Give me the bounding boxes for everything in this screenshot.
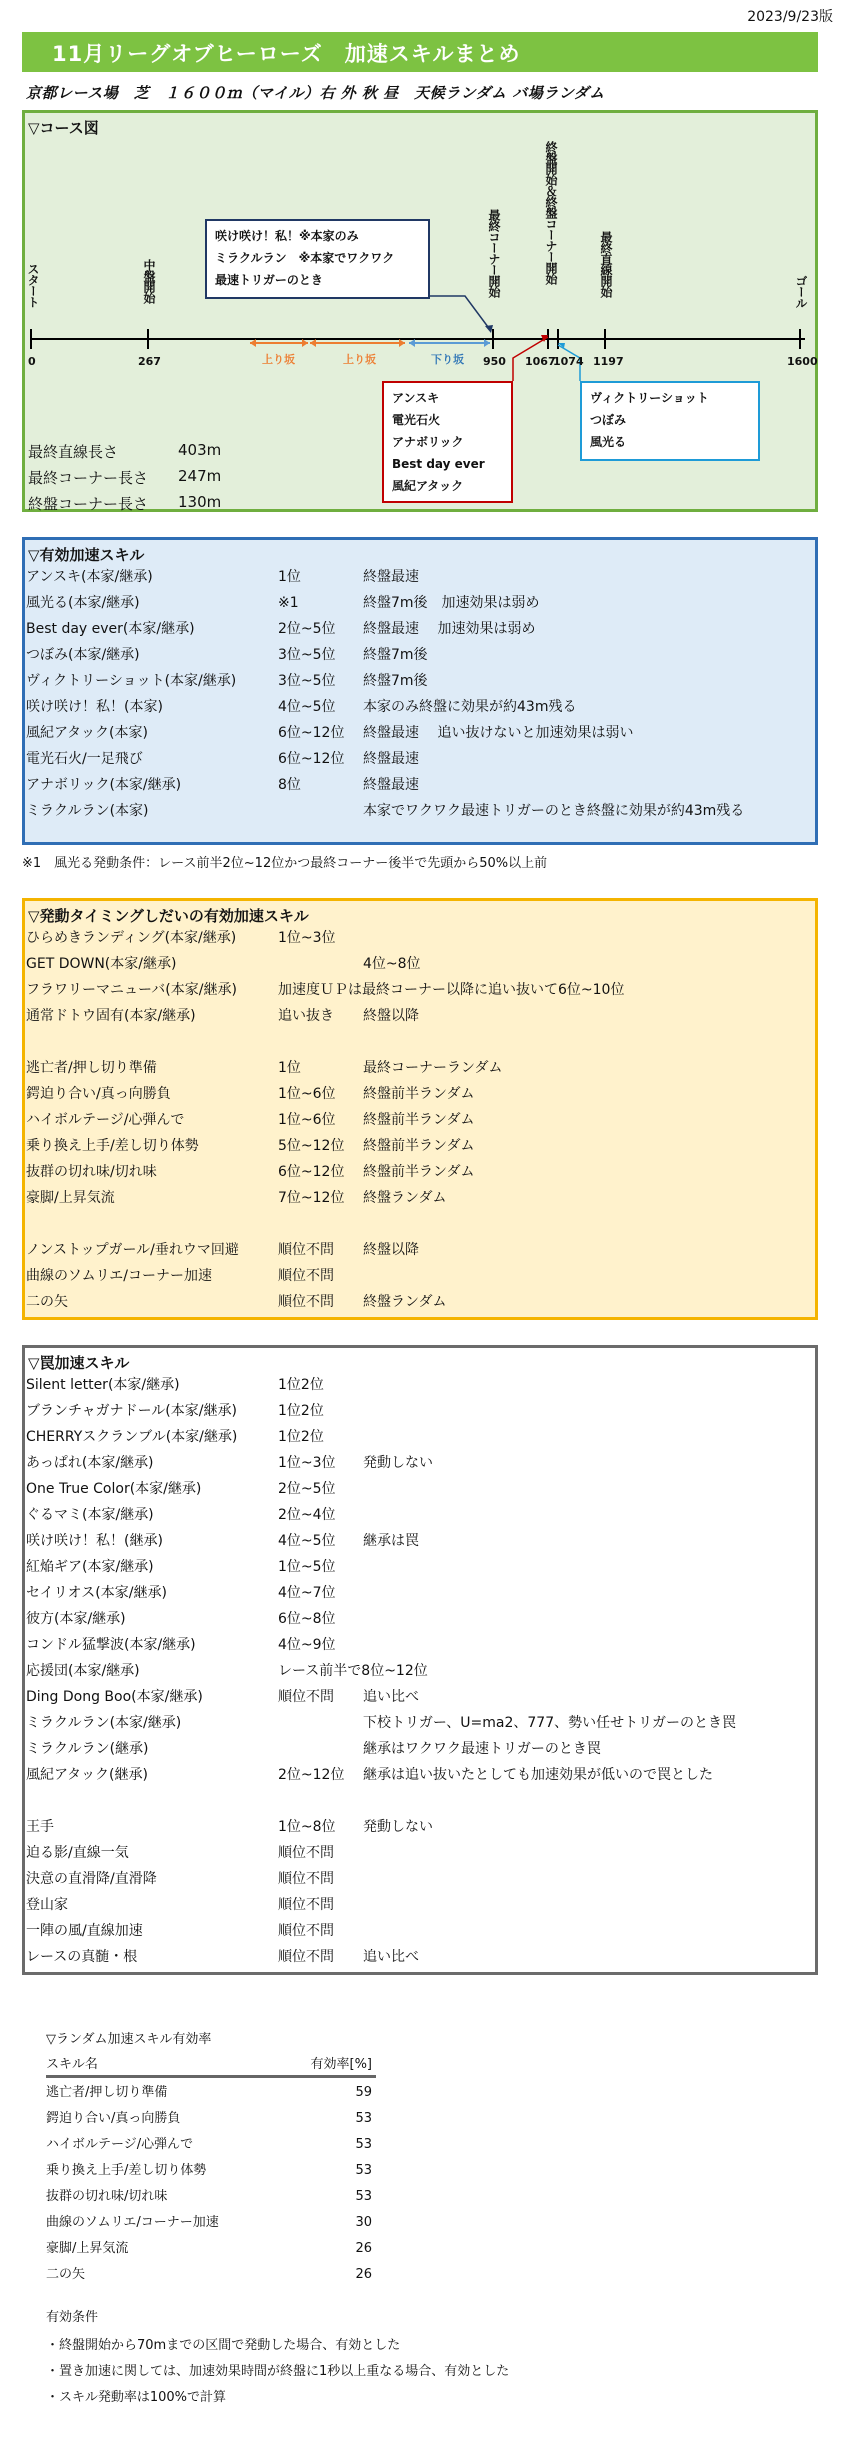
label-goal: ゴール xyxy=(794,275,808,308)
list-item xyxy=(25,1814,815,1840)
skill-name: Ding Dong Boo(本家/継承) xyxy=(26,1689,203,1705)
downhill-label: 下り坂 xyxy=(431,353,464,366)
skill-name: Silent letter(本家/継承) xyxy=(26,1377,180,1393)
skill-name: 抜群の切れ味/切れ味 xyxy=(26,1164,157,1180)
rank-condition: 4位~7位 xyxy=(278,1585,336,1601)
random-skill-table-panel xyxy=(22,2000,608,2420)
timing-panel-title: ▽発動タイミングしだいの有効加速スキル xyxy=(28,907,309,925)
rank-condition: 1位~3位 xyxy=(278,930,336,946)
skill-name: 咲け咲け！私！(継承) xyxy=(26,1533,163,1549)
tick-label: 950 xyxy=(483,355,506,368)
tick-label: 267 xyxy=(138,355,161,368)
timing-note: 本家でワクワク最速トリガーのとき終盤に効果が約43m残る xyxy=(363,803,745,819)
skill-name: 抜群の切れ味/切れ味 xyxy=(46,2189,168,2204)
skill-name: ハイボルテージ/心弾んで xyxy=(46,2137,194,2152)
list-item xyxy=(25,1944,815,1970)
timing-note: 発動しない xyxy=(363,1455,433,1471)
rank-condition: 2位~12位 xyxy=(278,1767,345,1783)
rank-condition: 追い抜き xyxy=(278,1008,334,1024)
rank-condition: 順位不問 xyxy=(278,1242,334,1258)
rank-condition: 1位~6位 xyxy=(278,1086,336,1102)
rank-condition: 順位不問 xyxy=(278,1268,334,1284)
course-diagram-panel xyxy=(22,110,818,512)
skill-name: フラワリーマニューバ(本家/継承) xyxy=(26,982,237,998)
column-rate: 有効率[%] xyxy=(310,2057,372,2072)
list-item xyxy=(25,668,815,694)
rank-condition: 6位~12位 xyxy=(278,1164,345,1180)
rank-condition: 2位~4位 xyxy=(278,1507,336,1523)
skill-name: 王手 xyxy=(26,1819,54,1835)
rank-condition: 6位~12位 xyxy=(278,751,345,767)
rank-condition: 7位~12位 xyxy=(278,1190,345,1206)
list-item xyxy=(25,1263,815,1289)
rank-condition: 4位~5位 xyxy=(278,699,336,715)
timing-note: 終盤最速 xyxy=(363,777,419,793)
skill-name: レースの真髄・根 xyxy=(26,1949,138,1965)
list-item xyxy=(25,1632,815,1658)
condition-line: ・終盤開始から70mまでの区間で発動した場合、有効とした xyxy=(46,2338,401,2353)
callout-line: ミラクルラン ※本家でワクワク xyxy=(215,251,395,265)
callout-line: ヴィクトリーショット xyxy=(590,391,709,405)
rank-condition: 1位~6位 xyxy=(278,1112,336,1128)
rank-condition: 順位不問 xyxy=(278,1294,334,1310)
skill-name: 逃亡者/押し切り準備 xyxy=(26,1060,157,1076)
timing-note: 終盤最速 追い抜けないと加速効果は弱い xyxy=(363,725,634,741)
effective-rate: 59 xyxy=(355,2085,372,2100)
label-final-phase-corner: 終盤開始＆終盤コーナー開始 xyxy=(544,141,558,284)
list-item xyxy=(25,1918,815,1944)
skill-name: ミラクルラン(継承) xyxy=(26,1741,149,1757)
list-item xyxy=(25,1892,815,1918)
skill-name: 鍔迫り合い/真っ向勝負 xyxy=(26,1086,171,1102)
list-item xyxy=(25,1185,815,1211)
skill-name: 紅焔ギア(本家/継承) xyxy=(26,1559,154,1575)
skill-name: 豪脚/上昇気流 xyxy=(46,2241,129,2256)
skill-name: 二の矢 xyxy=(26,1294,68,1310)
timing-note: 終盤前半ランダム xyxy=(363,1164,475,1180)
skill-name: 咲け咲け！私！(本家) xyxy=(26,699,163,715)
rank-condition: 1位~3位 xyxy=(278,1455,336,1471)
list-item xyxy=(25,1003,815,1029)
table-row xyxy=(46,2158,376,2184)
page-title: 11月リーグオブヒーローズ 加速スキルまとめ xyxy=(22,32,818,72)
effective-rate: 53 xyxy=(355,2137,372,2152)
list-item xyxy=(25,1554,815,1580)
stat-value: 403m xyxy=(178,441,222,459)
timing-note: 終盤最速 xyxy=(363,569,419,585)
list-item xyxy=(25,1606,815,1632)
callout-saku-miracle xyxy=(205,219,430,299)
callout-line: アンスキ xyxy=(392,391,440,405)
skill-name: セイリオス(本家/継承) xyxy=(26,1585,167,1601)
skill-name: 逃亡者/押し切り準備 xyxy=(46,2085,168,2100)
skill-name: ブランチャガナドール(本家/継承) xyxy=(26,1403,237,1419)
trap-panel-title: ▽罠加速スキル xyxy=(28,1354,130,1372)
list-item xyxy=(25,1424,815,1450)
skill-name: 豪脚/上昇気流 xyxy=(26,1190,115,1206)
list-item xyxy=(25,1710,815,1736)
effective-rate: 26 xyxy=(355,2267,372,2282)
timing-note: 4位~8位 xyxy=(363,956,421,972)
list-item xyxy=(25,1580,815,1606)
table-row xyxy=(46,2106,376,2132)
skill-name: ひらめきランディング(本家/継承) xyxy=(26,930,237,946)
rank-condition: 1位~8位 xyxy=(278,1819,336,1835)
stat-value: 130m xyxy=(178,493,222,511)
skill-name: 曲線のソムリエ/コーナー加速 xyxy=(46,2215,219,2230)
timing-note: 終盤最速 加速効果は弱め xyxy=(363,621,536,637)
uphill-label: 上り坂 xyxy=(343,353,376,366)
effective-rate: 53 xyxy=(355,2111,372,2126)
list-item xyxy=(25,1398,815,1424)
effective-skills-panel xyxy=(22,537,818,845)
timing-note: 継承は罠 xyxy=(363,1533,419,1549)
list-item xyxy=(25,746,815,772)
course-conditions: 京都レース場 芝 １６００ｍ（マイル）右 外 秋 昼 天候ランダム バ場ランダム xyxy=(26,84,605,102)
skill-name: One True Color(本家/継承) xyxy=(26,1481,202,1497)
conditions-title: 有効条件 xyxy=(46,2310,99,2325)
effective-rate: 53 xyxy=(355,2163,372,2178)
rank-condition: 順位不問 xyxy=(278,1897,334,1913)
stat-label: 最終コーナー長さ xyxy=(28,469,149,487)
table-row xyxy=(46,2132,376,2158)
timing-note: 終盤7m後 xyxy=(363,673,428,689)
skill-name: 乗り換え上手/差し切り体勢 xyxy=(26,1138,199,1154)
timing-note: 終盤ランダム xyxy=(363,1294,447,1310)
footnote-kazehikaru: ※1 風光る発動条件：レース前半2位~12位かつ最終コーナー後半で先頭から50%以上前 xyxy=(22,856,548,871)
timing-note: 終盤前半ランダム xyxy=(363,1112,475,1128)
list-item xyxy=(25,1788,815,1814)
list-item xyxy=(25,1107,815,1133)
list-item xyxy=(25,1211,815,1237)
list-item xyxy=(25,720,815,746)
callout-line: つぼみ xyxy=(590,413,627,427)
stat-value: 247m xyxy=(178,467,222,485)
timing-note: 終盤前半ランダム xyxy=(363,1086,475,1102)
timing-note: 終盤以降 xyxy=(363,1008,419,1024)
rank-condition: 3位~5位 xyxy=(278,647,336,663)
callout-line: 風紀アタック xyxy=(392,479,464,493)
list-item xyxy=(25,1081,815,1107)
list-item xyxy=(25,1372,815,1398)
list-item xyxy=(25,1736,815,1762)
timing-note: 終盤最速 xyxy=(363,751,419,767)
timing-note: 終盤以降 xyxy=(363,1242,419,1258)
list-item xyxy=(25,977,815,1003)
skill-name: 応援団(本家/継承) xyxy=(26,1663,140,1679)
list-item xyxy=(25,642,815,668)
rank-condition: 順位不問 xyxy=(278,1923,334,1939)
course-stats xyxy=(28,441,328,519)
rank-condition: 1位2位 xyxy=(278,1429,324,1445)
skill-name: ミラクルラン(本家/継承) xyxy=(26,1715,182,1731)
list-item xyxy=(25,1502,815,1528)
skill-name: Best day ever(本家/継承) xyxy=(26,621,195,637)
effective-rate: 53 xyxy=(355,2189,372,2204)
condition-line: ・置き加速に関しては、加速効果時間が終盤に1秒以上重なる場合、有効とした xyxy=(46,2364,510,2379)
timing-note: 追い比べ xyxy=(363,1949,419,1965)
rank-condition: 4位~5位 xyxy=(278,1533,336,1549)
callout-final-phase-fastest xyxy=(382,381,513,503)
list-item xyxy=(25,616,815,642)
effective-list xyxy=(25,564,815,824)
rank-condition: 1位2位 xyxy=(278,1403,324,1419)
timing-note: 追い比べ xyxy=(363,1689,419,1705)
effective-rate: 30 xyxy=(355,2215,372,2230)
timing-note: 本家のみ終盤に効果が約43m残る xyxy=(363,699,577,715)
rank-condition: 1位~5位 xyxy=(278,1559,336,1575)
rank-condition: 順位不問 xyxy=(278,1845,334,1861)
list-item xyxy=(25,1133,815,1159)
rank-condition: 順位不問 xyxy=(278,1871,334,1887)
list-item xyxy=(25,1658,815,1684)
random-table-title: ▽ランダム加速スキル有効率 xyxy=(46,2032,212,2047)
rank-condition: 8位 xyxy=(278,777,301,793)
skill-name: 二の矢 xyxy=(46,2267,86,2282)
skill-name: 彼方(本家/継承) xyxy=(26,1611,126,1627)
skill-name: 決意の直滑降/直滑降 xyxy=(26,1871,157,1887)
callout-line: 風光る xyxy=(590,435,627,449)
tick-label: 1067 xyxy=(525,355,556,368)
label-final-straight-start: 最終直線開始 xyxy=(599,231,613,297)
skill-name: GET DOWN(本家/継承) xyxy=(26,956,177,972)
skill-name: 電光石火/一足飛び xyxy=(26,751,143,767)
tick-label: 0 xyxy=(28,355,36,368)
rank-condition: 1位 xyxy=(278,1060,301,1076)
skill-name: 登山家 xyxy=(26,1897,68,1913)
trap-skills-panel xyxy=(22,1345,818,1975)
list-item xyxy=(25,694,815,720)
skill-name: ぐるマミ(本家/継承) xyxy=(26,1507,154,1523)
rank-condition: 順位不問 xyxy=(278,1949,334,1965)
list-item xyxy=(25,1528,815,1554)
column-skill-name: スキル名 xyxy=(46,2057,98,2072)
rank-condition: 6位~12位 xyxy=(278,725,345,741)
list-item xyxy=(25,798,815,824)
skill-name: 鍔迫り合い/真っ向勝負 xyxy=(46,2111,181,2126)
skill-name: アナボリック(本家/継承) xyxy=(26,777,182,793)
timing-note: 発動しない xyxy=(363,1819,433,1835)
list-item xyxy=(25,772,815,798)
list-item xyxy=(25,1684,815,1710)
table-header xyxy=(46,2052,376,2078)
rank-condition: 6位~8位 xyxy=(278,1611,336,1627)
rank-condition: 2位~5位 xyxy=(278,621,336,637)
tick-label: 1074 xyxy=(553,355,584,368)
rank-condition: 5位~12位 xyxy=(278,1138,345,1154)
tick-label: 1600 xyxy=(787,355,818,368)
skill-name: ミラクルラン(本家) xyxy=(26,803,149,819)
rank-condition: 順位不問 xyxy=(278,1689,334,1705)
callout-final-7m xyxy=(580,381,760,461)
skill-name: 風紀アタック(継承) xyxy=(26,1767,148,1783)
callout-line: 咲け咲け！私！※本家のみ xyxy=(215,229,359,243)
callout-line: 最速トリガーのとき xyxy=(215,273,323,287)
list-item xyxy=(25,1476,815,1502)
table-row xyxy=(46,2262,376,2288)
callout-line: 電光石火 xyxy=(392,413,441,427)
skill-name: コンドル猛撃波(本家/継承) xyxy=(26,1637,196,1653)
list-item xyxy=(25,951,815,977)
condition-line: ・スキル発動率は100%で計算 xyxy=(46,2390,227,2405)
label-middle-start: 中盤開始 xyxy=(142,259,156,303)
timing-note: 最終コーナーランダム xyxy=(363,1060,503,1076)
timing-note: 終盤7m後 xyxy=(363,647,428,663)
table-row xyxy=(46,2080,376,2106)
skill-name: 曲線のソムリエ/コーナー加速 xyxy=(26,1268,213,1284)
list-item xyxy=(25,1289,815,1315)
table-row xyxy=(46,2236,376,2262)
timing-note: 終盤7m後 加速効果は弱め xyxy=(363,595,540,611)
skill-name: 通常ドトウ固有(本家/継承) xyxy=(26,1008,196,1024)
timing-note: 継承はワクワク最速トリガーのとき罠 xyxy=(363,1741,601,1757)
timing-note: 下校トリガー、U=ma2、777、勢い任せトリガーのとき罠 xyxy=(363,1715,736,1731)
list-item xyxy=(25,1029,815,1055)
effective-rate: 26 xyxy=(355,2241,372,2256)
callout-line: アナボリック xyxy=(392,435,464,449)
effective-panel-title: ▽有効加速スキル xyxy=(28,546,145,564)
course-panel-title: ▽コース図 xyxy=(28,119,99,137)
skill-name: ハイボルテージ/心弾んで xyxy=(26,1112,185,1128)
rank-condition: レース前半で8位~12位 xyxy=(278,1663,428,1679)
list-item xyxy=(25,1840,815,1866)
uphill-label: 上り坂 xyxy=(262,353,295,366)
table-row xyxy=(46,2210,376,2236)
list-item xyxy=(25,590,815,616)
list-item xyxy=(25,564,815,590)
skill-name: 風紀アタック(本家) xyxy=(26,725,148,741)
list-item xyxy=(25,1762,815,1788)
timing-list xyxy=(25,925,815,1315)
rank-condition: 4位~9位 xyxy=(278,1637,336,1653)
list-item xyxy=(25,1866,815,1892)
tick-label: 1197 xyxy=(593,355,624,368)
rank-condition: 2位~5位 xyxy=(278,1481,336,1497)
stat-label: 最終直線長さ xyxy=(28,443,119,461)
skill-name: ノンストップガール/垂れウマ回避 xyxy=(26,1242,239,1258)
timing-note: 終盤前半ランダム xyxy=(363,1138,475,1154)
skill-name: CHERRYスクランブル(本家/継承) xyxy=(26,1429,238,1445)
timing-note: 終盤ランダム xyxy=(363,1190,447,1206)
skill-name: つぼみ(本家/継承) xyxy=(26,647,140,663)
skill-name: ヴィクトリーショット(本家/継承) xyxy=(26,673,237,689)
timing-note: 継承は追い抜いたとしても加速効果が低いので罠とした xyxy=(363,1767,713,1783)
label-final-corner-start: 最終コーナー開始 xyxy=(487,209,501,297)
rank-condition: 1位 xyxy=(278,569,301,585)
table-row xyxy=(46,2184,376,2210)
list-item xyxy=(25,925,815,951)
list-item xyxy=(25,1237,815,1263)
stat-label: 終盤コーナー長さ xyxy=(28,495,149,513)
skill-name: 風光る(本家/継承) xyxy=(26,595,140,611)
version-date: 2023/9/23版 xyxy=(747,9,833,25)
skill-name: アンスキ(本家/継承) xyxy=(26,569,153,585)
label-start: スタート xyxy=(26,263,40,307)
trap-list xyxy=(25,1372,815,1970)
list-item xyxy=(25,1450,815,1476)
list-item xyxy=(25,1055,815,1081)
rank-condition: 加速度ＵＰは最終コーナー以降に追い抜いて6位~10位 xyxy=(278,982,625,998)
skill-name: 乗り換え上手/差し切り体勢 xyxy=(46,2163,207,2178)
skill-name: 一陣の風/直線加速 xyxy=(26,1923,143,1939)
rank-condition: 3位~5位 xyxy=(278,673,336,689)
timing-skills-panel xyxy=(22,898,818,1320)
callout-line: Best day ever xyxy=(392,457,485,471)
rank-condition: 1位2位 xyxy=(278,1377,324,1393)
skill-name: 迫る影/直線一気 xyxy=(26,1845,129,1861)
skill-name: あっぱれ(本家/継承) xyxy=(26,1455,154,1471)
rank-condition: ※1 xyxy=(278,595,299,611)
list-item xyxy=(25,1159,815,1185)
